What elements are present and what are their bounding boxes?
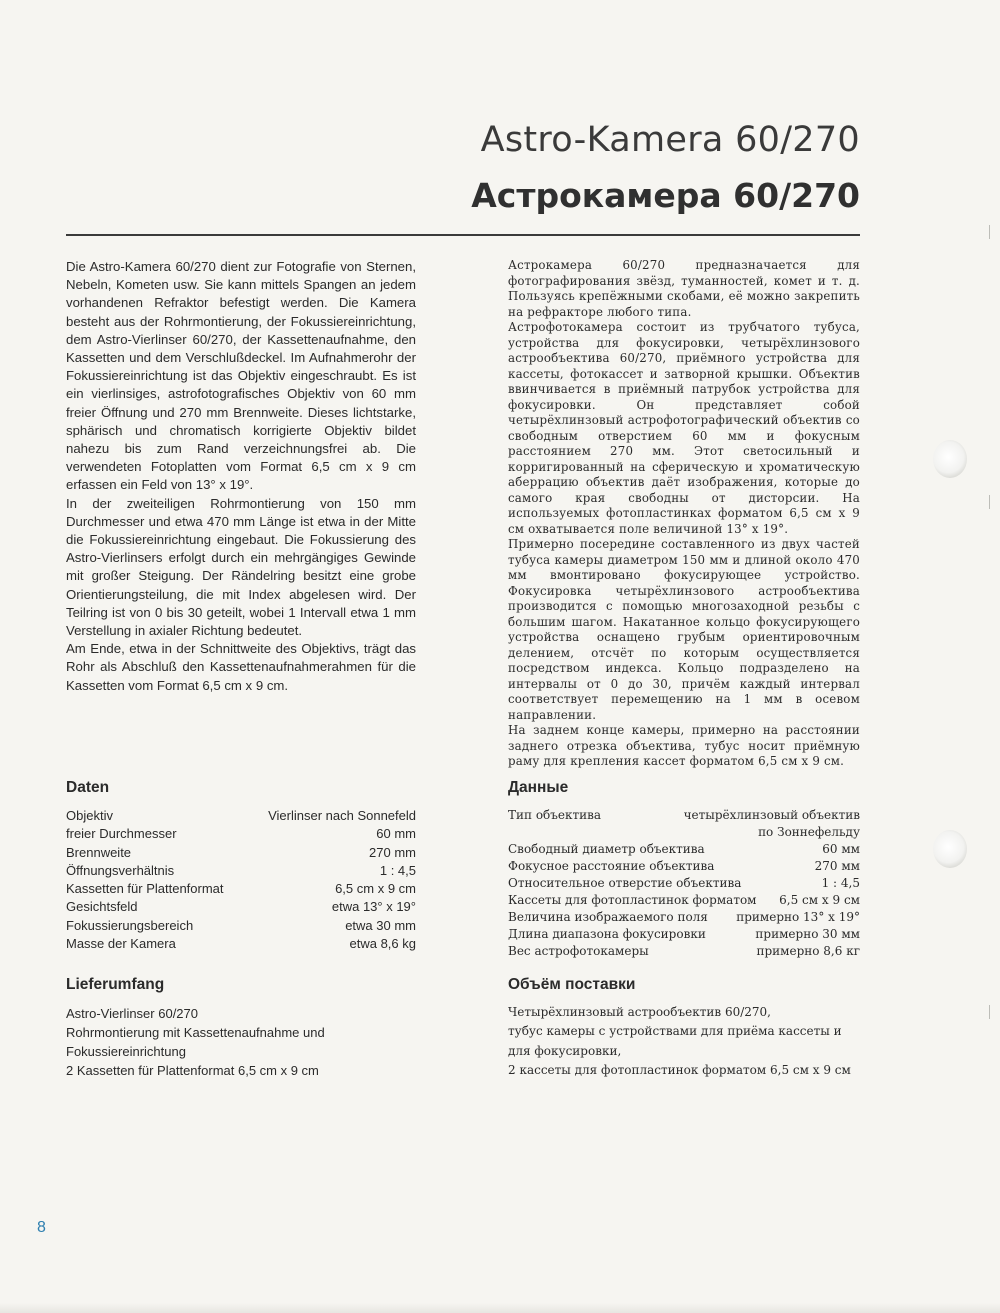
spec-label: Величина изображаемого поля: [508, 910, 708, 924]
spec-label: Фокусное расстояние объектива: [508, 859, 715, 873]
spec-label: Длина диапазона фокусировки: [508, 927, 706, 941]
specs-heading-russian: Данные: [508, 779, 569, 796]
spec-row: [66, 898, 416, 916]
spec-row: [508, 858, 860, 875]
paragraph: На заднем конце камеры, примерно на расстоянии заднего отрезка объектива, тубус носит приёмную раму для крепления кассет форматом 6,5 см x 9 см.: [508, 723, 860, 768]
specs-heading-german: Daten: [66, 779, 110, 796]
spec-value: четырёхлинзовый объектив по Зоннефельду: [683, 808, 860, 839]
page-edge: [0, 1303, 1000, 1313]
spec-row: [66, 935, 416, 953]
scope-heading-russian: Объём поставки: [508, 976, 636, 993]
description-german: [66, 258, 416, 695]
scope-item: Rohrmontierung mit Kassettenaufnahme und Fokussiereinrichtung: [66, 1025, 325, 1059]
binder-hole: [933, 830, 967, 868]
scope-list-german: [66, 1004, 418, 1080]
spec-row: [66, 807, 416, 825]
page-title-german: Astro-Kamera 60/270: [480, 120, 860, 160]
edge-mark: [989, 225, 990, 239]
spec-label: Kassetten für Plattenformat: [66, 881, 224, 897]
paragraph: Am Ende, etwa in der Schnittweite des Objektivs, trägt das Rohr als Abschluß den Kassettenaufnahmerahmen für die Kassetten vom Format 6,5 cm x 9 cm.: [66, 641, 416, 693]
spec-row: [508, 807, 860, 841]
spec-row: [66, 917, 416, 935]
spec-label: Вес астрофотокамеры: [508, 944, 649, 958]
scope-item: тубус камеры с устройствами для приёма кассеты и для фокусировки,: [508, 1024, 842, 1058]
scope-heading-german: Lieferumfang: [66, 976, 165, 993]
spec-label: Свободный диаметр объектива: [508, 842, 705, 856]
paragraph: Астрофотокамера состоит из трубчатого тубуса, устройства для фокусировки, четырёхлинзового астрообъектива 60/270, приёмного устройства для кассеты, фотокассет и затворной крышки. Объектив ввинчивается в приёмный патрубок устройства для фокусировки. Он представляет собой четырёхлинзовый астрофотографический объектив со свободным отверстием 60 мм и фокусным расстоянием 270 мм. Этот светосильный и корригированный на сферическую и хроматическую аберрацию объектив даёт изображения, которые до самого края свободны от дисторсии. На используемых фотопластинках форматом 6,5 см x 9 см охватывается поле величиной 13° x 19°.: [508, 320, 860, 536]
spec-row: [66, 880, 416, 898]
scope-list-russian: [508, 1003, 860, 1080]
spec-label: Кассеты для фотопластинок форматом: [508, 893, 757, 907]
spec-label: Gesichtsfeld: [66, 899, 138, 915]
binder-hole: [933, 440, 967, 478]
scope-item: Четырёхлинзовый астрообъектив 60/270,: [508, 1005, 771, 1019]
page-title-russian: Астрокамера 60/270: [471, 176, 860, 215]
spec-value: 6,5 cm x 9 cm: [335, 881, 416, 897]
description-russian: [508, 258, 860, 770]
scope-item: 2 Kassetten für Plattenformat 6,5 cm x 9 cm: [66, 1063, 319, 1078]
spec-value: примерно 8,6 кг: [756, 944, 860, 958]
title-divider: [66, 234, 860, 236]
spec-row: [508, 926, 860, 943]
spec-row: [508, 892, 860, 909]
spec-value: etwa 13° x 19°: [331, 899, 416, 915]
spec-label: Öffnungsverhältnis: [66, 862, 175, 878]
spec-label: Masse der Kamera: [66, 936, 176, 952]
paragraph: Астрокамера 60/270 предназначается для фотографирования звёзд, туманностей, комет и т. д. Пользуясь крепёжными скобами, её можно закрепить на рефракторе любого типа.: [508, 258, 860, 319]
paragraph: In der zweiteiligen Rohrmontierung von 150 mm Durchmesser und etwa 470 mm Länge ist etwa in der Mitte die Fokussiereinrichtung eingebaut. Die Fokussierung des Astro-Vierlinsers erfolgt durch ein mehrgängiges Gewinde mit großer Steigung. Der Rändelring besitzt eine grobe Orientierungsteilung, die mit Index abgelesen wird. Der Teilring ist von 0 bis 30 geteilt, wobei 1 Intervall etwa 1 mm Verstellung in axialer Richtung bedeutet.: [66, 495, 416, 639]
spec-value: etwa 30 mm: [345, 917, 416, 933]
spec-row: [508, 909, 860, 926]
spec-value: 1 : 4,5: [821, 876, 860, 890]
page-number: 8: [37, 1219, 46, 1236]
spec-row: [508, 875, 860, 892]
specs-table-russian: [508, 807, 860, 960]
spec-label: Тип объектива: [508, 808, 602, 822]
spec-value: 60 mm: [376, 826, 416, 842]
paragraph: Примерно посередине составленного из двух частей тубуса камеры диаметром 150 мм и длиной около 470 мм вмонтировано фокусирующее устройство. Фокусировка четырёхлинзового астрообъектива производится с помощью многозаходной резьбы с большим шагом. Накатанное кольцо фокусирующего устройства оснащено грубым ориентировочным делением, отсчёт по которым осуществляется посредством индекса. Кольцо подразделено на интервалы от 0 до 30, причём каждый интервал соответствует перемещению на 1 мм в осевом направлении.: [508, 537, 860, 722]
spec-row: [66, 844, 416, 862]
spec-row: [66, 862, 416, 880]
specs-table-german: [66, 807, 416, 953]
spec-value: 270 мм: [814, 859, 860, 873]
edge-mark: [989, 1005, 990, 1019]
spec-value: etwa 8,6 kg: [349, 936, 416, 952]
spec-label: freier Durchmesser: [66, 826, 177, 842]
spec-row: [508, 943, 860, 960]
spec-value: Vierlinser nach Sonnefeld: [268, 808, 416, 823]
scope-item: Astro-Vierlinser 60/270: [66, 1006, 198, 1021]
scope-item: 2 кассеты для фотопластинок форматом 6,5 см x 9 см: [508, 1062, 851, 1077]
spec-row: [508, 841, 860, 858]
paragraph: Die Astro-Kamera 60/270 dient zur Fotografie von Sternen, Nebeln, Kometen usw. Sie kann mittels Spangen an jedem vorhandenen Refraktor befestigt werden. Die Kamera besteht aus der Rohrmontierung, der Fokussiereinrichtung, dem Astro-Vierlinser 60/270, der Kassettenaufnahme, den Kassetten und dem Verschlußdeckel. Im Aufnahmerohr der Fokussiereinrichtung ist das Objektiv eingeschraubt. Es ist ein vierlinsiges, astrofotografisches Objektiv von 60 mm freier Öffnung und 270 mm Brennweite. Dieses lichtstarke, sphärisch und chromatisch korrigierte Objektiv bildet nahezu bis zum Rand verzeichnungsfrei ab. Die verwendeten Fotoplatten vom Format 6,5 cm x 9 cm erfassen ein Feld von 13° x 19°.: [66, 259, 416, 493]
edge-mark: [989, 495, 990, 509]
spec-value: 6,5 см x 9 см: [779, 893, 860, 907]
spec-value: 1 : 4,5: [379, 862, 416, 878]
spec-row: [66, 825, 416, 843]
spec-label: Относительное отверстие объектива: [508, 876, 742, 890]
spec-value: примерно 13° x 19°: [736, 910, 860, 924]
spec-label: Fokussierungsbereich: [66, 917, 194, 933]
spec-value: 60 мм: [822, 842, 860, 856]
spec-value: 270 mm: [369, 844, 416, 860]
spec-label: Objektiv: [66, 808, 113, 823]
spec-label: Brennweite: [66, 844, 132, 860]
spec-value: примерно 30 мм: [755, 927, 860, 941]
